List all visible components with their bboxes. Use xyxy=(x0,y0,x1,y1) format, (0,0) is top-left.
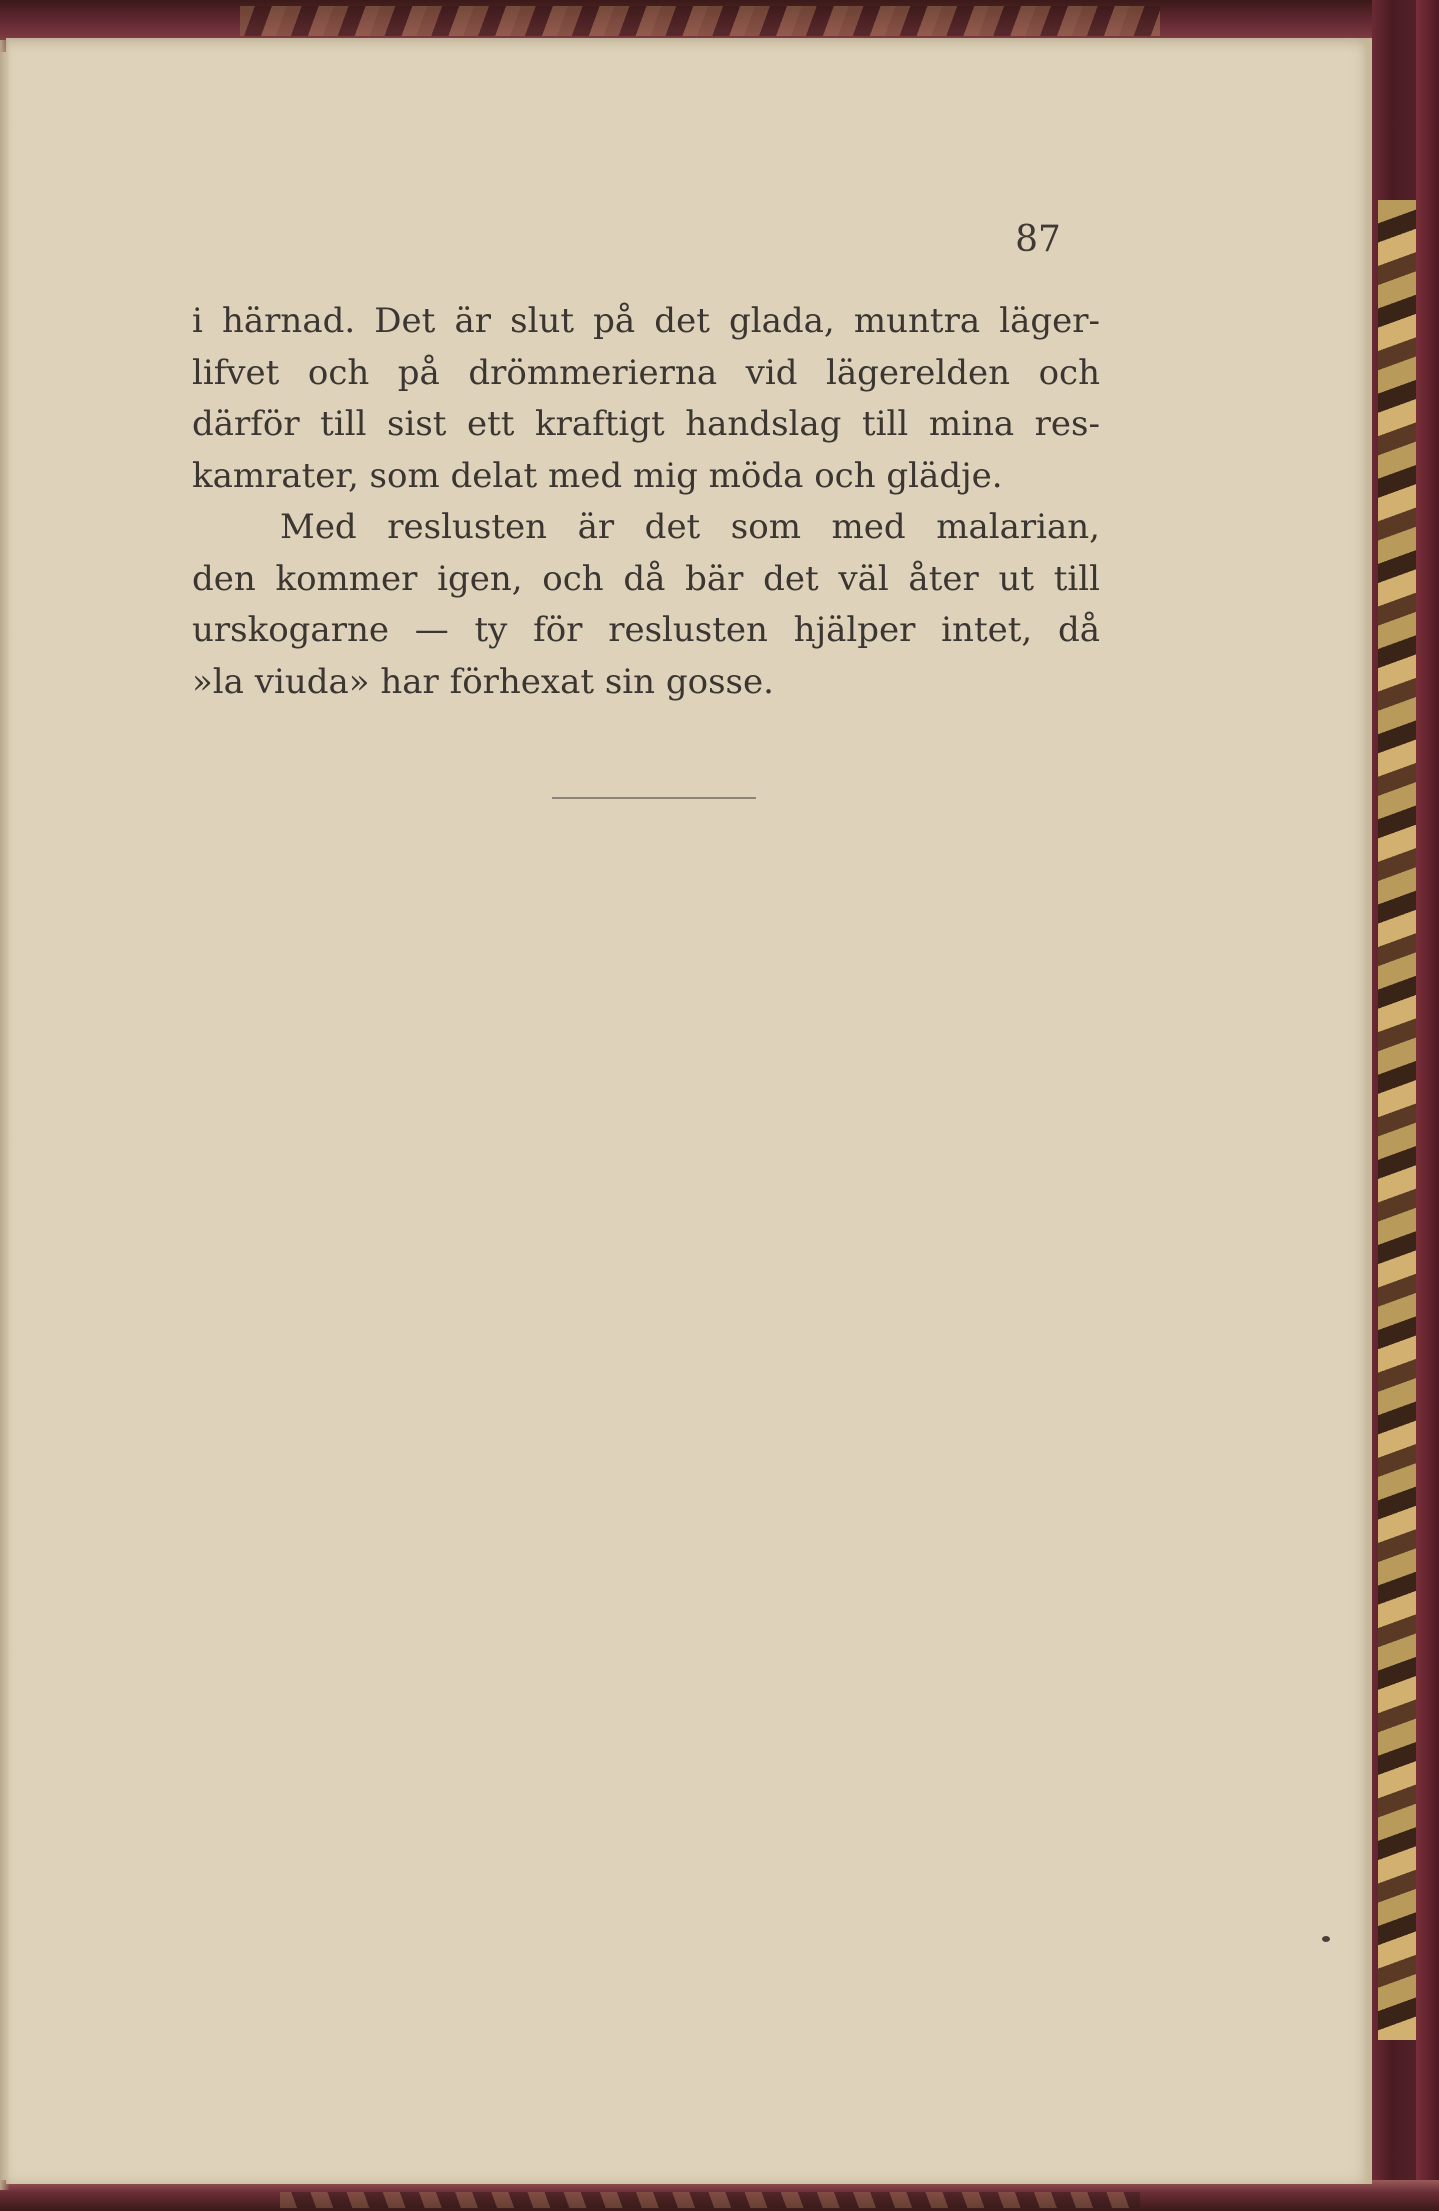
marbled-edge-top xyxy=(240,6,1160,36)
text-line: i härnad. Det är slut på det glada, muntra läger- xyxy=(192,301,1100,341)
text-line: den kommer igen, och då bär det väl åter ut till xyxy=(192,558,1100,599)
text-line: »la viuda» har förhexat sin gosse. xyxy=(192,661,774,702)
marbled-edge-right xyxy=(1378,200,1416,2040)
paper-speck xyxy=(1322,1936,1330,1942)
page-left-edge xyxy=(0,40,10,2190)
text-line: därför till sist ett kraftigt handslag till mina res- xyxy=(192,404,1100,444)
text-line: urskogarne — ty för reslusten hjälper intet, då xyxy=(192,610,1100,650)
text-line: kamrater, som delat med mig möda och glädje. xyxy=(192,455,1003,496)
marbled-edge-bottom xyxy=(280,2192,1140,2208)
closing-rule-divider xyxy=(552,797,756,799)
text-line: Med reslusten är det som med malarian, xyxy=(280,507,1100,547)
page-gutter-shadow xyxy=(1362,38,1372,2184)
body-text xyxy=(192,296,1100,708)
text-line: lifvet och på drömmerierna vid lägerelden och xyxy=(192,352,1100,393)
book-cloth-right xyxy=(1416,0,1439,2211)
page-number: 87 xyxy=(1015,219,1061,260)
